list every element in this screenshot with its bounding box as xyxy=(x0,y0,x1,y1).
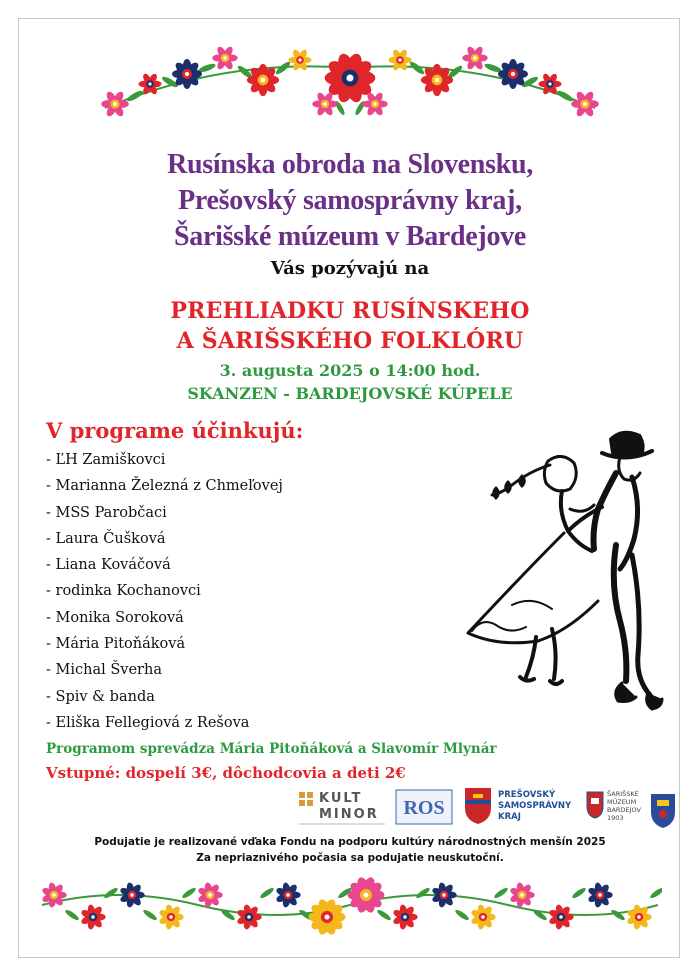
footer-weather-note: Za nepriaznivého počasia sa podujatie neuskutoční. xyxy=(196,852,504,864)
organizer-line-1: Rusínska obroda na Slovensku, xyxy=(167,149,533,180)
leaf-icon xyxy=(181,886,197,899)
flower-icon xyxy=(158,904,184,930)
flower-icon xyxy=(309,898,346,936)
event-title-line-2: A ŠARIŠSKÉHO FOLKLÓRU xyxy=(176,328,524,354)
admission-price: Vstupné: dospelí 3€, dôchodcovia a deti 2€ xyxy=(46,764,406,782)
organizer-line-3: Šarišské múzeum v Bardejove xyxy=(174,221,526,252)
flower-icon xyxy=(80,904,106,930)
performer-list xyxy=(46,448,283,737)
flower-icon xyxy=(275,882,301,908)
leaf-icon xyxy=(64,908,80,921)
performer-item: - Mária Pitoňáková xyxy=(46,636,186,653)
psk-line-2: SAMOSPRÁVNY xyxy=(498,801,572,811)
accompaniment-text: Programom sprevádza Mária Pitoňáková a Slavomír Mlynár xyxy=(46,741,497,757)
leaf-icon xyxy=(415,886,431,899)
flower-icon xyxy=(470,904,496,930)
flower-decoration xyxy=(101,45,599,118)
event-title-line-1: PREHLIADKU RUSÍNSKEHO xyxy=(170,298,530,324)
leaf-icon xyxy=(571,886,587,899)
kult-minor-logo xyxy=(297,786,389,830)
flower-decoration xyxy=(41,876,662,936)
performer-item: - Spiv & banda xyxy=(46,688,155,705)
performer-item: - Monika Soroková xyxy=(46,609,184,626)
flower-icon xyxy=(389,48,412,71)
footer-funding-note: Podujatie je realizované vďaka Fondu na podporu kultúry národnostných menšín 2025 xyxy=(94,836,606,848)
flower-icon xyxy=(197,882,223,908)
kult-minor-line-2: MINOR xyxy=(319,807,379,822)
flower-icon xyxy=(571,90,599,118)
flower-icon xyxy=(509,882,535,908)
flower-icon xyxy=(548,904,574,930)
flower-icon xyxy=(462,45,487,70)
flower-icon xyxy=(498,59,528,89)
psk-line-1: PREŠOVSKÝ xyxy=(498,790,556,800)
museum-line-2: MÚZEUM xyxy=(607,798,637,806)
performer-item: - ĽH Zamiškovci xyxy=(46,452,166,468)
leaf-icon xyxy=(532,908,548,921)
flower-icon xyxy=(172,59,202,89)
psk-coat-of-arms-icon xyxy=(463,786,493,826)
folk-dancers-illustration xyxy=(452,425,674,725)
ros-logo-text: ROS xyxy=(403,797,445,819)
flower-icon xyxy=(421,64,453,96)
leaf-icon xyxy=(649,886,662,899)
kult-minor-line-1: KULT xyxy=(319,791,363,806)
leaf-icon xyxy=(126,89,144,103)
museum-coat-of-arms-icon xyxy=(585,786,605,822)
performer-item: - rodinka Kochanovci xyxy=(46,583,201,600)
leaf-icon xyxy=(556,89,574,103)
leaf-icon xyxy=(454,908,470,921)
psk-line-3: KRAJ xyxy=(498,812,521,822)
floral-garland-bottom xyxy=(38,865,662,945)
flower-icon xyxy=(289,48,312,71)
flower-icon xyxy=(236,904,262,930)
leaf-icon xyxy=(376,908,392,921)
flower-icon xyxy=(348,876,385,914)
flower-icon xyxy=(212,45,237,70)
performer-item: - Michal Šverha xyxy=(46,662,162,679)
ros-logo xyxy=(395,786,453,830)
flower-icon xyxy=(587,882,613,908)
performer-item: - Eliška Fellegiová z Rešova xyxy=(46,714,250,731)
flower-icon xyxy=(312,91,337,116)
performer-item: - MSS Parobčaci xyxy=(46,504,167,521)
leaf-icon xyxy=(142,908,158,921)
leaf-icon xyxy=(493,886,509,899)
performer-item: - Marianna Železná z Chmeľovej xyxy=(46,478,283,495)
invite-text: Vás pozývajú na xyxy=(270,258,430,279)
museum-line-1: ŠARIŠSKÉ xyxy=(607,790,639,798)
flower-icon xyxy=(362,91,387,116)
leaf-icon xyxy=(610,908,626,921)
rusin-emblem-icon xyxy=(649,786,677,830)
museum-line-3: BARDEJOV xyxy=(607,806,641,814)
museum-line-4: 1903 xyxy=(607,814,624,822)
sponsor-logos xyxy=(297,786,677,830)
leaf-icon xyxy=(103,886,119,899)
floral-garland-top xyxy=(95,38,605,130)
event-date-time: 3. augusta 2025 o 14:00 hod. xyxy=(219,361,481,380)
event-venue: SKANZEN - BARDEJOVSKÉ KÚPELE xyxy=(187,384,513,403)
flower-icon xyxy=(101,90,129,118)
psk-logo xyxy=(463,786,581,830)
program-heading: V programe účinkujú: xyxy=(46,418,304,443)
performer-item: - Laura Čušková xyxy=(46,530,166,547)
performer-item: - Liana Kováčová xyxy=(46,557,171,574)
organizer-line-2: Prešovský samosprávny kraj, xyxy=(178,185,522,216)
flower-icon xyxy=(392,904,418,930)
flower-icon xyxy=(247,64,279,96)
leaf-icon xyxy=(259,886,275,899)
